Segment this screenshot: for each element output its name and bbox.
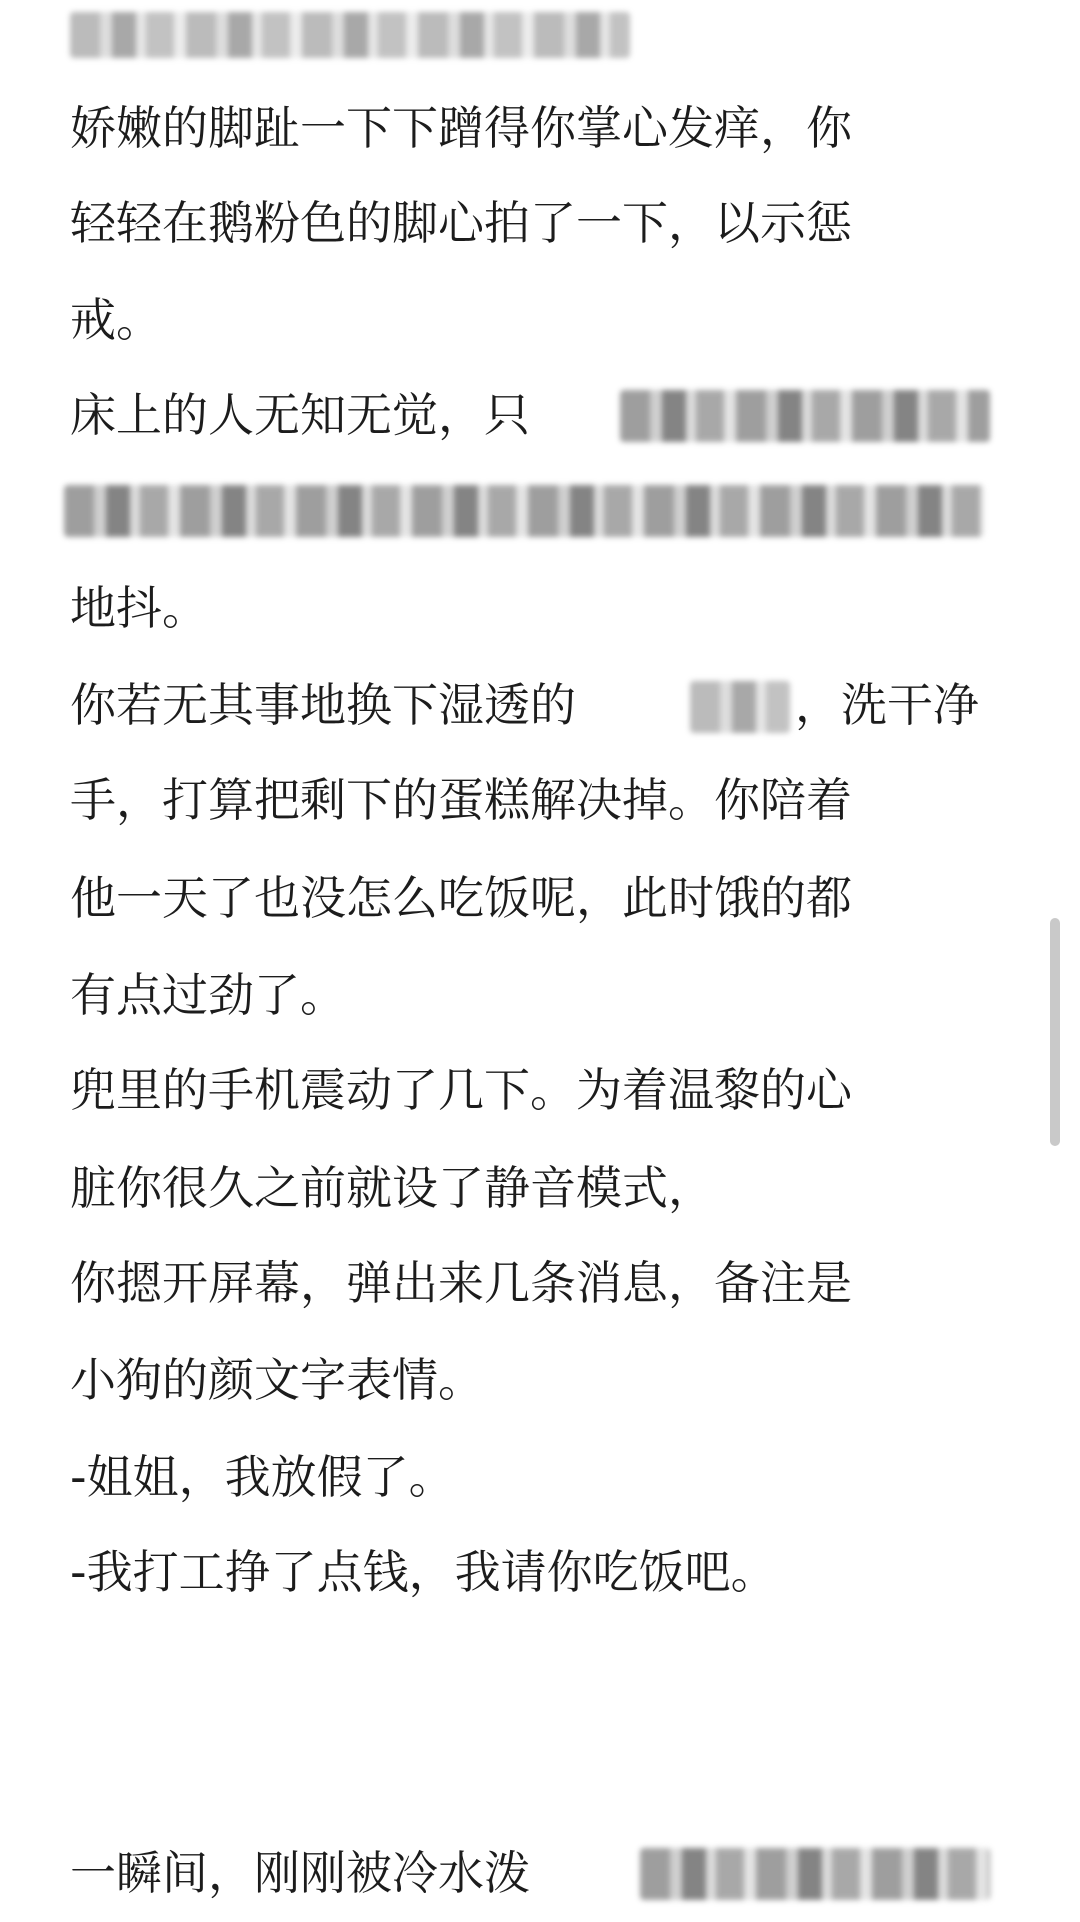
redacted-text: [64, 485, 984, 537]
text-line: 娇嫩的脚趾一下下蹭得你掌心发痒，你: [70, 101, 852, 155]
text-line: 脏你很久之前就设了静音模式，: [70, 1161, 714, 1215]
scrollbar[interactable]: [1050, 918, 1060, 1146]
redacted-text: [640, 1848, 990, 1900]
text-line: 床上的人无知无觉，只: [70, 388, 530, 442]
text-line: 一瞬间，刚刚被冷水泼: [70, 1846, 530, 1900]
redacted-text: [620, 390, 990, 442]
text-line: 兜里的手机震动了几下。为着温黎的心: [70, 1063, 852, 1117]
text-line: 你摁开屏幕，弹出来几条消息，备注是: [70, 1256, 852, 1310]
text-line: ，洗干净: [795, 678, 979, 732]
text-line: 他一天了也没怎么吃饭呢，此时饿的都: [70, 871, 852, 925]
text-line: 小狗的颜文字表情。: [70, 1353, 484, 1407]
text-line: 你若无其事地换下湿透的: [70, 678, 576, 732]
redacted-text: [70, 12, 630, 58]
text-line: 有点过劲了。: [70, 968, 346, 1022]
text-line: 地抖。: [70, 581, 208, 635]
text-line: 轻轻在鹅粉色的脚心拍了一下，以示惩: [70, 196, 852, 250]
text-line: -我打工挣了点钱，我请你吃饭吧。: [70, 1545, 777, 1599]
redacted-text: [690, 681, 790, 733]
text-line: 手，打算把剩下的蛋糕解决掉。你陪着: [70, 773, 852, 827]
text-line: 戒。: [70, 293, 162, 347]
text-line: -姐姐，我放假了。: [70, 1450, 455, 1504]
